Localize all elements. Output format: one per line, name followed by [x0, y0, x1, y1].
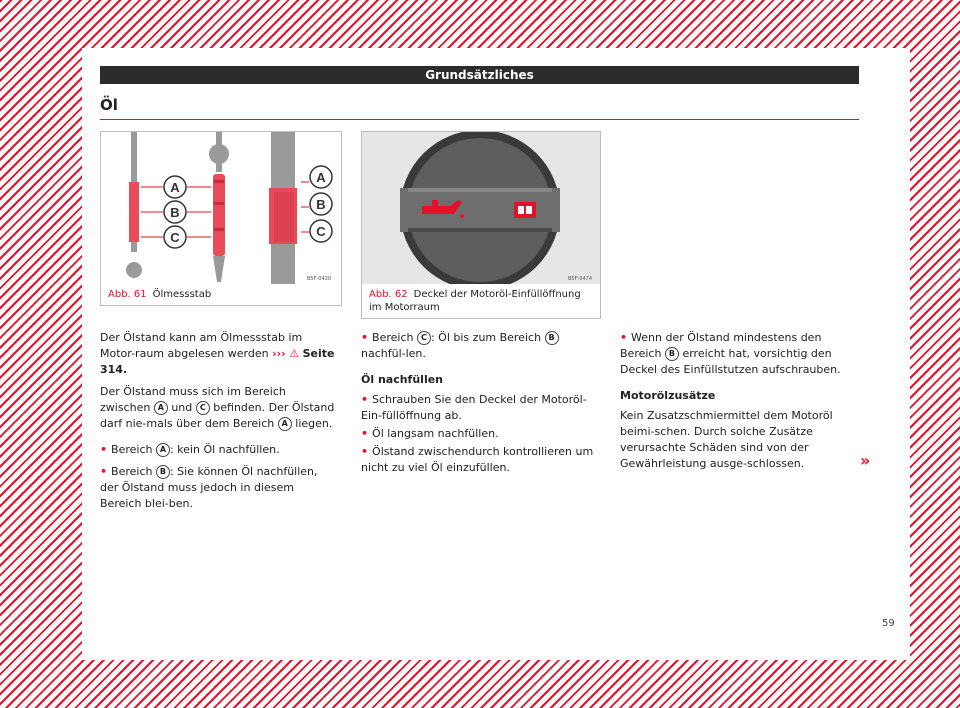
continue-marker: » [860, 451, 871, 470]
figure-caption-text: Deckel der Motoröl-Einfüllöffnung im Motorraum [369, 289, 581, 313]
bullet-item: • Bereich C : Öl bis zum Bereich B nachfül-len. [361, 330, 599, 362]
fig-label-c-2: C [316, 224, 326, 239]
figure-oil-cap [361, 131, 601, 319]
section-title: Öl [100, 96, 118, 114]
badge-a: A [278, 417, 292, 431]
oil-cap-drawing [362, 132, 600, 284]
ref-arrow: ››› [272, 347, 286, 360]
bullet-dot: • [361, 331, 369, 344]
subheading-additives: Motorölzusätze [620, 389, 716, 402]
paragraph-additives: Kein Zusatzschmiermittel dem Motoröl beimi-schen. Durch solche Zusätze verursachte Schäden sind von der Gewährleistung ausge-schlossen. [620, 409, 833, 470]
column-2 [361, 330, 599, 482]
bullet-dot: • [361, 445, 369, 458]
bullet-dot: • [100, 465, 108, 478]
bullet-dot: • [100, 443, 108, 456]
dipstick-drawing [101, 132, 341, 284]
figure-number: Abb. 62 [369, 289, 408, 300]
bullet-dot: • [361, 393, 369, 406]
bullet-dot: • [620, 331, 628, 344]
subheading-refill: Öl nachfüllen [361, 373, 444, 386]
figure-caption-text: Ölmessstab [152, 289, 212, 300]
bullet-item: • Bereich A : kein Öl nachfüllen. [100, 443, 280, 456]
fig-label-a-2: A [316, 170, 326, 185]
bullet-item: • Wenn der Ölstand mindestens den Bereich B erreicht hat, vorsichtig den Deckel des Einfüllstutzen aufschrauben. [620, 331, 841, 376]
fig-label-a: A [170, 180, 180, 195]
bullet-item: • Schrauben Sie den Deckel der Motoröl-Ein-füllöffnung ab. [361, 393, 587, 422]
section-rule [100, 119, 859, 120]
bullet-item: • Bereich B : Sie können Öl nachfüllen, der Ölstand muss jedoch in diesem Bereich blei-ben. [100, 465, 318, 510]
badge-c: C [417, 331, 431, 345]
figure-dipstick [100, 131, 342, 306]
paragraph-dipstick: Der Ölstand kann am Ölmessstab im Motor-raum abgelesen werden ››› ⚠ Seite 314. [100, 331, 335, 376]
fig-label-b-2: B [316, 197, 326, 212]
fig-label-c: C [170, 230, 180, 245]
figure-code: B5F-0430 [307, 276, 332, 282]
figure-caption [108, 288, 211, 301]
figure-number: Abb. 61 [108, 289, 147, 300]
dipstick-illustration [101, 132, 341, 284]
chapter-header: Grundsätzliches [100, 66, 859, 84]
page-number: 59 [882, 618, 895, 629]
fig-label-b: B [170, 205, 180, 220]
badge-a: A [156, 443, 170, 457]
figure-caption [369, 288, 594, 314]
badge-a: A [154, 401, 168, 415]
oil-cap-illustration [362, 132, 600, 284]
warning-icon: ⚠ [289, 347, 300, 360]
manual-icon [514, 202, 536, 218]
badge-c: C [196, 401, 210, 415]
bullet-dot: • [361, 427, 369, 440]
badge-b: B [665, 347, 679, 361]
paragraph-level: Der Ölstand muss sich im Bereich zwischen A und C befinden. Der Ölstand darf nie-mals über dem Bereich A liegen. [100, 385, 335, 430]
figure-code: B5F-0474 [568, 276, 593, 282]
column-3 [620, 330, 858, 478]
bullet-item: • Öl langsam nachfüllen. [361, 427, 499, 440]
column-1 [100, 330, 338, 518]
bullet-item: • Ölstand zwischendurch kontrollieren um nicht zu viel Öl einzufüllen. [361, 445, 594, 474]
badge-b: B [545, 331, 559, 345]
badge-b: B [156, 465, 170, 479]
page-reference[interactable]: Seite 314. [100, 347, 335, 376]
